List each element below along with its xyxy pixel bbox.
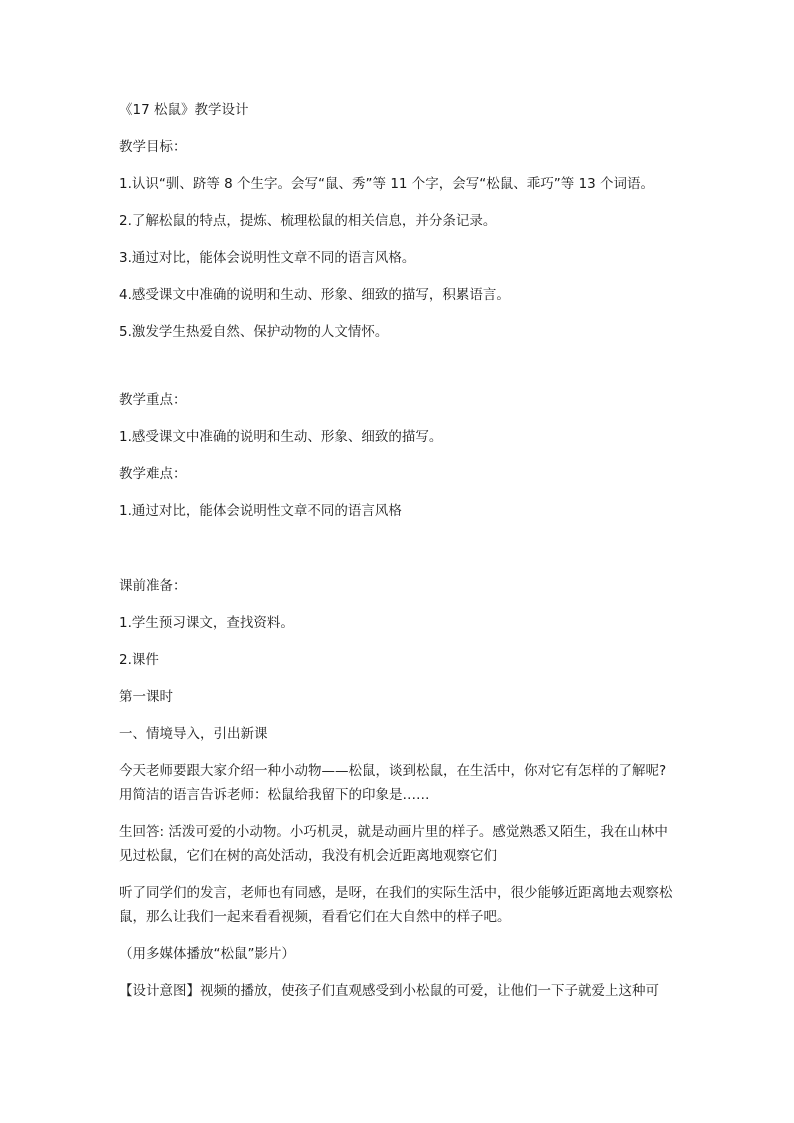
lesson-label: 第一课时 bbox=[119, 689, 173, 705]
key-points-heading: 教学重点： bbox=[119, 392, 187, 408]
teacher-paragraph: 听了同学们的发言，老师也有同感，是呀，在我们的实际生活中，很少能够近距离地去观察松鼠，那么让我们一起来看看视频，看看它们在大自然中的样子吧。 bbox=[119, 885, 673, 925]
intro-paragraph: 今天老师要跟大家介绍一种小动物——松鼠，谈到松鼠，在生活中，你对它有怎样的了解呢?用简洁的语言告诉老师：松鼠给我留下的印象是…… bbox=[119, 763, 667, 803]
media-note: （用多媒体播放“松鼠”影片） bbox=[119, 946, 295, 962]
objectives-heading: 教学目标： bbox=[119, 139, 187, 155]
objective-item: 3.通过对比，能体会说明性文章不同的语言风格。 bbox=[119, 250, 416, 266]
difficult-point-item: 1.通过对比，能体会说明性文章不同的语言风格 bbox=[119, 503, 402, 519]
preparation-item: 1.学生预习课文，查找资料。 bbox=[119, 615, 294, 631]
design-intent-paragraph: 【设计意图】视频的播放，使孩子们直观感受到小松鼠的可爱，让他们一下子就爱上这种可 bbox=[119, 983, 659, 999]
key-point-item: 1.感受课文中准确的说明和生动、形象、细致的描写。 bbox=[119, 429, 443, 445]
preparation-heading: 课前准备： bbox=[119, 578, 187, 594]
objective-item: 4.感受课文中准确的说明和生动、形象、细致的描写，积累语言。 bbox=[119, 287, 510, 303]
section-heading: 一、情境导入，引出新课 bbox=[119, 726, 268, 742]
document-body bbox=[119, 98, 679, 1016]
preparation-item: 2.课件 bbox=[119, 652, 159, 668]
spacer bbox=[119, 357, 679, 388]
difficult-points-heading: 教学难点： bbox=[119, 466, 187, 482]
objective-item: 1.认识“驯、跻等 8 个生字。会写“鼠、秀”等 11 个字，会写“松鼠、乖巧”等 13 个词语。 bbox=[119, 176, 655, 192]
document-title: 《17 松鼠》教学设计 bbox=[119, 102, 249, 118]
student-answer-paragraph: 生回答: 活泼可爱的小动物。小巧机灵，就是动画片里的样子。感觉熟悉又陌生，我在山林中见过松鼠，它们在树的高处活动，我没有机会近距离地观察它们 bbox=[119, 824, 668, 864]
objective-item: 2.了解松鼠的特点，提炼、梳理松鼠的相关信息，并分条记录。 bbox=[119, 213, 497, 229]
objective-item: 5.激发学生热爱自然、保护动物的人文情怀。 bbox=[119, 324, 389, 340]
spacer bbox=[119, 536, 679, 574]
